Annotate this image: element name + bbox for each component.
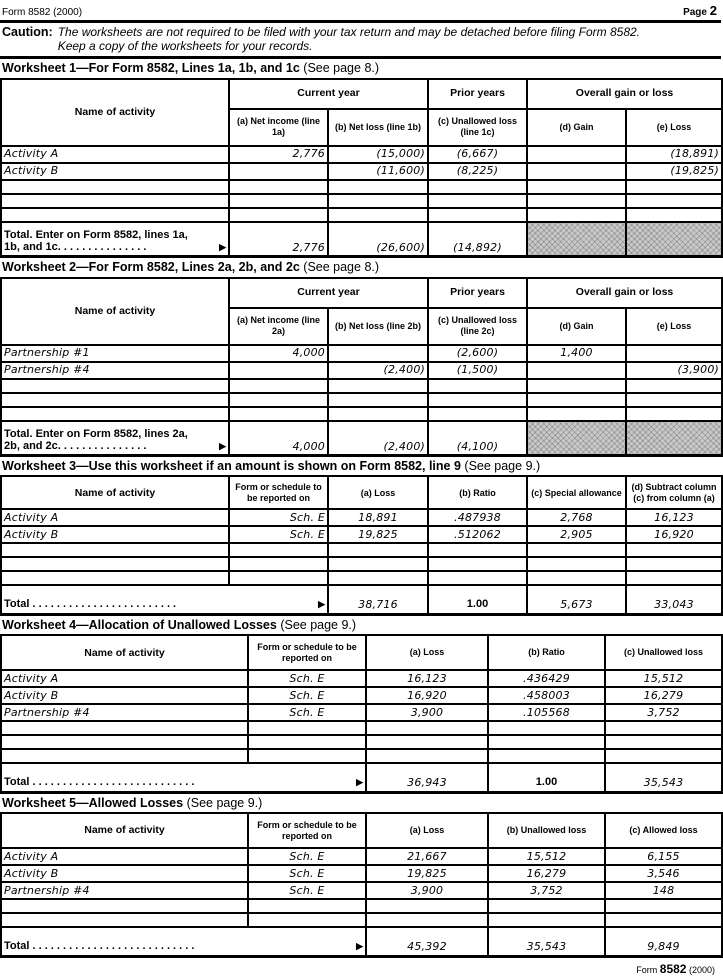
footer-form-number: 8582 — [659, 961, 687, 976]
worksheet-3-title-text: Worksheet 3—Use this worksheet if an amount is shown on Form 8582, line 9 — [2, 459, 461, 474]
activity-name-cell: Partnership #4 — [1, 882, 248, 899]
empty-row — [1, 899, 722, 913]
loss-cell: 18,891 — [328, 509, 428, 526]
ratio-cell: .105568 — [488, 704, 605, 721]
arrow-right-icon: ▶ — [219, 241, 226, 252]
loss-cell: 16,123 — [366, 670, 488, 687]
net-loss-cell: (2,400) — [328, 362, 428, 379]
total-label-line1: Total. Enter on Form 8582, lines 2a, — [4, 427, 188, 440]
form-schedule-cell: Sch. E — [248, 865, 366, 882]
empty-row — [1, 194, 722, 208]
empty-row — [1, 735, 722, 749]
worksheet-5-title-text: Worksheet 5—Allowed Losses — [2, 795, 184, 810]
total-row — [1, 421, 722, 456]
total-label — [1, 421, 229, 456]
unallowed-loss-cell: (8,225) — [428, 163, 527, 180]
table-row — [1, 670, 722, 687]
total-label-line2: 1b, and 1c. . . . . . . . . . . . . . . ▶ — [4, 240, 226, 253]
loss-cell: (3,900) — [626, 362, 722, 379]
activity-name-cell: Activity B — [1, 687, 248, 704]
empty-row — [1, 721, 722, 735]
total-ratio-cell: 1.00 — [488, 763, 605, 792]
empty-row — [1, 749, 722, 763]
activity-name-cell: Activity B — [1, 163, 229, 180]
total-loss-cell: 38,716 — [328, 585, 428, 614]
group-header-prior-years: Prior years — [428, 278, 527, 308]
empty-row — [1, 393, 722, 407]
page-indicator — [683, 3, 717, 18]
unallowed-loss-cell: 15,512 — [605, 670, 722, 687]
table-row — [1, 865, 722, 882]
total-net-income-cell: 2,776 — [229, 222, 328, 257]
column-header-unallowed-loss: (c) Unallowed loss (line 2c) — [428, 308, 527, 345]
ratio-cell: .436429 — [488, 670, 605, 687]
worksheet-4-title-text: Worksheet 4—Allocation of Unallowed Losses — [2, 617, 277, 632]
worksheet-5-title — [0, 794, 721, 812]
worksheet-2-title — [0, 258, 721, 276]
total-net-income-cell: 4,000 — [229, 421, 328, 456]
column-header-ratio: (b) Ratio — [428, 476, 527, 509]
special-allowance-cell: 2,905 — [527, 526, 626, 543]
column-header-unallowed-loss: (b) Unallowed loss — [488, 813, 605, 848]
form-schedule-cell: Sch. E — [229, 509, 328, 526]
column-header-form-schedule: Form or schedule to be reported on — [229, 476, 328, 509]
column-header-name: Name of activity — [1, 635, 248, 670]
worksheet-3-title-note: (See page 9.) — [464, 459, 541, 474]
worksheet-1-title-text: Worksheet 1—For Form 8582, Lines 1a, 1b, and 1c — [2, 61, 300, 76]
empty-row — [1, 557, 722, 571]
total-label: Total . . . . . . . . . . . . . . . . . . . . . . . . ▶ — [1, 585, 328, 614]
form-schedule-cell: Sch. E — [248, 687, 366, 704]
caution-text: The worksheets are not required to be filed with your tax return and may be detached before filing Form 8582. Keep a copy of the worksheets for your records. — [57, 25, 641, 54]
column-header-form-schedule: Form or schedule to be reported on — [248, 813, 366, 848]
worksheet-5-table — [0, 812, 723, 958]
column-header-name: Name of activity — [1, 476, 229, 509]
arrow-right-icon: ▶ — [219, 440, 226, 451]
worksheet-1-title-note: (See page 8.) — [303, 61, 380, 76]
total-loss-cell: 45,392 — [366, 927, 488, 956]
worksheet-4-title-note: (See page 9.) — [280, 617, 357, 632]
unallowed-loss-cell: 16,279 — [488, 865, 605, 882]
table-row — [1, 687, 722, 704]
group-header-row — [1, 79, 722, 109]
loss-cell: 16,920 — [366, 687, 488, 704]
group-header-current-year: Current year — [229, 278, 428, 308]
column-header-net-income: (a) Net income (line 2a) — [229, 308, 328, 345]
column-header-net-loss: (b) Net loss (line 1b) — [328, 109, 428, 146]
total-ratio-cell: 1.00 — [428, 585, 527, 614]
worksheet-2-title-note: (See page 8.) — [303, 260, 380, 275]
total-label — [1, 222, 229, 257]
subtract-cell: 16,920 — [626, 526, 722, 543]
column-header-row — [1, 476, 722, 509]
empty-row — [1, 543, 722, 557]
column-header-gain: (d) Gain — [527, 109, 626, 146]
empty-row — [1, 407, 722, 421]
shaded-cell — [527, 421, 626, 456]
table-row — [1, 146, 722, 163]
table-row — [1, 509, 722, 526]
arrow-right-icon: ▶ — [356, 941, 363, 952]
activity-name-cell: Activity B — [1, 526, 229, 543]
unallowed-loss-cell: (1,500) — [428, 362, 527, 379]
loss-cell: (19,825) — [626, 163, 722, 180]
total-label-line2: 2b, and 2c. . . . . . . . . . . . . . . ▶ — [4, 439, 226, 452]
gain-cell: 1,400 — [527, 345, 626, 362]
group-header-current-year: Current year — [229, 79, 428, 109]
table-row — [1, 163, 722, 180]
column-header-ratio: (b) Ratio — [488, 635, 605, 670]
form-schedule-cell: Sch. E — [248, 670, 366, 687]
total-row — [1, 585, 722, 614]
activity-name-cell: Partnership #4 — [1, 704, 248, 721]
empty-row — [1, 379, 722, 393]
allowed-loss-cell: 6,155 — [605, 848, 722, 865]
column-header-loss: (a) Loss — [366, 635, 488, 670]
ratio-cell: .512062 — [428, 526, 527, 543]
total-loss-cell: 36,943 — [366, 763, 488, 792]
column-header-gain: (d) Gain — [527, 308, 626, 345]
empty-row — [1, 180, 722, 194]
activity-name-cell: Partnership #4 — [1, 362, 229, 379]
page-header — [0, 0, 721, 20]
column-header-loss: (e) Loss — [626, 308, 722, 345]
leader-dots: . . . . . . . . . . . . . . — [63, 240, 147, 253]
total-label: Total . . . . . . . . . . . . . . . . . . . . . . . . . . . ▶ — [1, 763, 366, 792]
net-loss-cell — [328, 345, 428, 362]
total-net-loss-cell: (26,600) — [328, 222, 428, 257]
worksheet-5-title-note: (See page 9.) — [186, 795, 263, 810]
empty-row — [1, 571, 722, 585]
activity-name-cell: Activity A — [1, 509, 229, 526]
loss-cell: 21,667 — [366, 848, 488, 865]
unallowed-loss-cell: (2,600) — [428, 345, 527, 362]
table-row — [1, 526, 722, 543]
unallowed-loss-cell: (6,667) — [428, 146, 527, 163]
activity-name-cell: Activity B — [1, 865, 248, 882]
total-unallowed-loss-cell: (4,100) — [428, 421, 527, 456]
loss-cell: 3,900 — [366, 704, 488, 721]
gain-cell — [527, 163, 626, 180]
special-allowance-cell: 2,768 — [527, 509, 626, 526]
arrow-right-icon: ▶ — [356, 777, 363, 788]
net-loss-cell: (15,000) — [328, 146, 428, 163]
column-header-loss: (a) Loss — [366, 813, 488, 848]
column-header-unallowed-loss: (c) Unallowed loss — [605, 635, 722, 670]
column-header-row — [1, 813, 722, 848]
loss-cell: (18,891) — [626, 146, 722, 163]
total-unallowed-loss-cell: (14,892) — [428, 222, 527, 257]
total-allowed-loss-cell: 9,849 — [605, 927, 722, 956]
total-label-line1: Total. Enter on Form 8582, lines 1a, — [4, 229, 188, 242]
table-row — [1, 362, 722, 379]
unallowed-loss-cell: 16,279 — [605, 687, 722, 704]
page-footer — [0, 958, 721, 976]
gain-cell — [527, 362, 626, 379]
empty-row — [1, 208, 722, 222]
column-header-net-income: (a) Net income (line 1a) — [229, 109, 328, 146]
page-word: Page — [683, 7, 707, 18]
arrow-right-icon: ▶ — [318, 599, 325, 610]
worksheet-2-title-text: Worksheet 2—For Form 8582, Lines 2a, 2b, and 2c — [2, 260, 300, 275]
footer-form-year: (2000) — [688, 964, 715, 975]
activity-name-cell: Activity A — [1, 848, 248, 865]
activity-name-cell: Partnership #1 — [1, 345, 229, 362]
total-unallowed-loss-cell: 35,543 — [605, 763, 722, 792]
worksheet-1-table — [0, 78, 723, 259]
activity-name-cell: Activity A — [1, 146, 229, 163]
activity-name-cell: Activity A — [1, 670, 248, 687]
worksheet-4-table — [0, 634, 723, 794]
ratio-cell: .458003 — [488, 687, 605, 704]
shaded-cell — [626, 421, 722, 456]
loss-cell: 3,900 — [366, 882, 488, 899]
column-header-loss: (a) Loss — [328, 476, 428, 509]
unallowed-loss-cell: 3,752 — [605, 704, 722, 721]
net-income-cell: 4,000 — [229, 345, 328, 362]
column-header-net-loss: (b) Net loss (line 2b) — [328, 308, 428, 345]
empty-row — [1, 913, 722, 927]
loss-cell: 19,825 — [328, 526, 428, 543]
column-header-form-schedule: Form or schedule to be reported on — [248, 635, 366, 670]
form-schedule-cell: Sch. E — [248, 882, 366, 899]
column-header-allowed-loss: (c) Allowed loss — [605, 813, 722, 848]
allowed-loss-cell: 3,546 — [605, 865, 722, 882]
table-row — [1, 848, 722, 865]
total-row — [1, 927, 722, 956]
leader-dots: . . . . . . . . . . . . . . . . . . . . . . . . . . . — [32, 776, 195, 789]
column-header-unallowed-loss: (c) Unallowed loss (line 1c) — [428, 109, 527, 146]
unallowed-loss-cell: 15,512 — [488, 848, 605, 865]
table-row — [1, 882, 722, 899]
caution-note — [0, 20, 721, 56]
gain-cell — [527, 146, 626, 163]
column-header-special-allowance: (c) Special allowance — [527, 476, 626, 509]
loss-cell — [626, 345, 722, 362]
form-id-text: Form 8582 (2000) — [2, 7, 83, 18]
group-header-row — [1, 278, 722, 308]
loss-cell: 19,825 — [366, 865, 488, 882]
leader-dots: . . . . . . . . . . . . . . . . . . . . . . . . . . . — [32, 940, 195, 953]
column-header-name: Name of activity — [1, 813, 248, 848]
shaded-cell — [626, 222, 722, 257]
net-income-cell: 2,776 — [229, 146, 328, 163]
worksheet-1-title — [0, 56, 721, 77]
worksheet-2-table — [0, 277, 723, 458]
group-header-overall: Overall gain or loss — [527, 278, 722, 308]
total-subtract-cell: 33,043 — [626, 585, 722, 614]
net-loss-cell: (11,600) — [328, 163, 428, 180]
worksheet-4-title — [0, 616, 721, 634]
allowed-loss-cell: 148 — [605, 882, 722, 899]
column-header-name: Name of activity — [1, 79, 229, 146]
shaded-cell — [527, 222, 626, 257]
footer-form-word: Form — [636, 964, 658, 975]
total-unallowed-loss-cell: 35,543 — [488, 927, 605, 956]
ratio-cell: .487938 — [428, 509, 527, 526]
column-header-subtract: (d) Subtract column (c) from column (a) — [626, 476, 722, 509]
subtract-cell: 16,123 — [626, 509, 722, 526]
worksheet-3-table — [0, 475, 723, 616]
form-schedule-cell: Sch. E — [229, 526, 328, 543]
column-header-name: Name of activity — [1, 278, 229, 345]
unallowed-loss-cell: 3,752 — [488, 882, 605, 899]
form-schedule-cell: Sch. E — [248, 848, 366, 865]
net-income-cell — [229, 362, 328, 379]
net-income-cell — [229, 163, 328, 180]
total-special-allowance-cell: 5,673 — [527, 585, 626, 614]
group-header-prior-years: Prior years — [428, 79, 527, 109]
total-row — [1, 222, 722, 257]
caution-label: Caution: — [2, 25, 53, 39]
column-header-loss: (e) Loss — [626, 109, 722, 146]
total-row — [1, 763, 722, 792]
total-net-loss-cell: (2,400) — [328, 421, 428, 456]
table-row — [1, 704, 722, 721]
group-header-overall: Overall gain or loss — [527, 79, 722, 109]
form-schedule-cell: Sch. E — [248, 704, 366, 721]
column-header-row — [1, 635, 722, 670]
leader-dots: . . . . . . . . . . . . . . — [63, 439, 147, 452]
leader-dots: . . . . . . . . . . . . . . . . . . . . . . . . — [32, 598, 177, 611]
page-number: 2 — [709, 3, 717, 18]
total-label: Total . . . . . . . . . . . . . . . . . . . . . . . . . . . ▶ — [1, 927, 366, 956]
worksheet-3-title — [0, 457, 721, 475]
table-row — [1, 345, 722, 362]
